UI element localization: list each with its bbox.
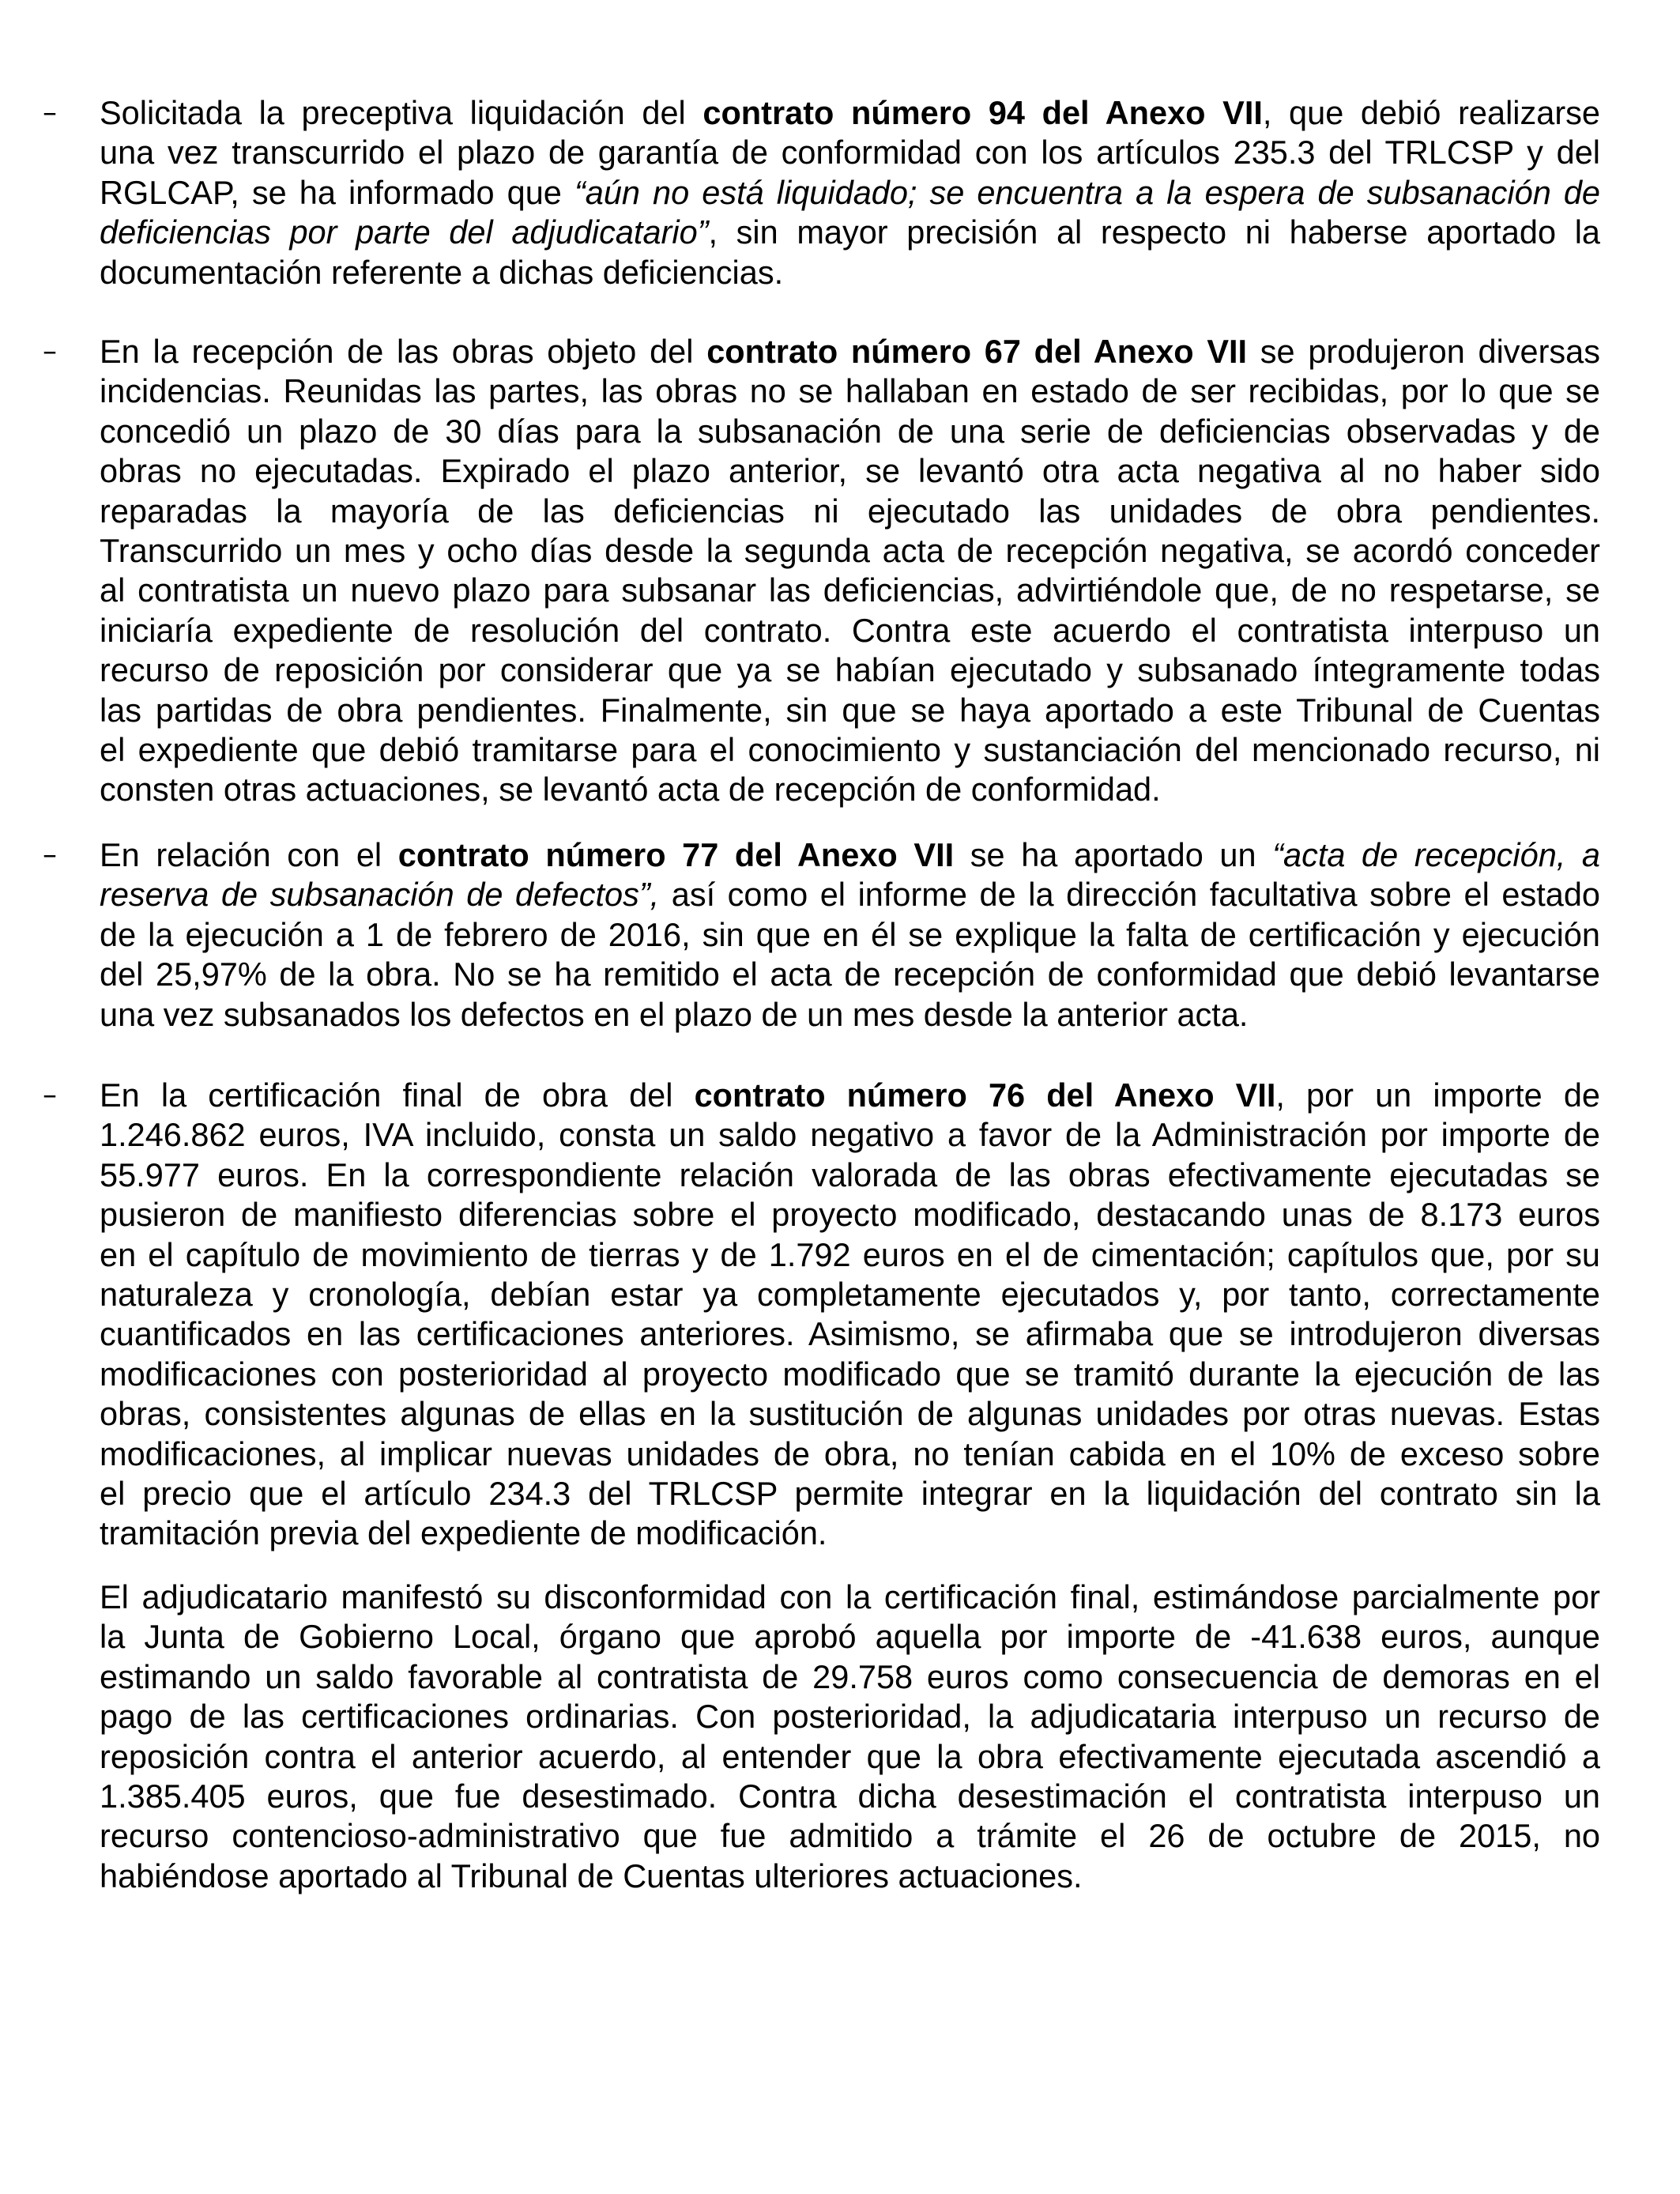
contract-reference: contrato número 67 del Anexo VII [706,333,1248,370]
contract-reference: contrato número 94 del Anexo VII [703,94,1263,131]
dash-bullet-icon: – [43,839,57,871]
text-segment: concedió un plazo de 30 días para la subsanación de una serie de deficiencias observadas y de [100,412,1600,450]
text-line [100,1355,1600,1394]
text-line [100,253,1600,292]
text-segment: estimando un saldo favorable al contratista de 29.758 euros como consecuencia de demoras en el [100,1657,1600,1695]
text-segment: modificaciones con posterioridad al proyecto modificado que se tramitó durante la ejecución de las [100,1355,1600,1393]
text-line [100,691,1600,730]
text-line [100,1617,1600,1657]
text-segment: se produjeron diversas [1247,333,1600,370]
text-segment: al contratista un nuevo plazo para subsanar las deficiencias, advirtiéndole que, de no respetarse, se [100,571,1600,609]
text-segment: incidencias. Reunidas las partes, las obras no se hallaban en estado de ser recibidas, por lo que se [100,372,1600,410]
text-line [100,1076,1600,1115]
text-segment: así como el informe de la dirección facultativa sobre el estado [659,876,1600,914]
text-line [100,133,1600,172]
text-segment: cuantificados en las certificaciones anteriores. Asimismo, se afirmaba que se introdujeron diversas [100,1315,1600,1353]
text-line [100,93,1600,133]
text-segment: recurso de reposición por considerar que ya se habían ejecutado y subsanado íntegramente todas [100,651,1600,689]
text-line [100,571,1600,610]
text-segment: en el capítulo de movimiento de tierras y de 1.792 euros en el de cimentación; capítulos que, por su [100,1235,1600,1273]
text-segment: pusieron de manifiesto diferencias sobre el proyecto modificado, destacando unas de 8.173 euros [100,1196,1600,1234]
text-segment: una vez transcurrido el plazo de garantía de conformidad con los artículos 235.3 del TRLCSP y del [100,134,1600,172]
quoted-text: “aún no está liquidado; se encuentra a la espera de subsanación de [574,173,1600,211]
text-line [100,1394,1600,1434]
text-line [100,955,1600,994]
text-line [100,173,1600,213]
text-segment: el expediente que debió tramitarse para el conocimiento y sustanciación del mencionado recurso, ni [100,730,1600,768]
text-line [100,875,1600,914]
text-segment: El adjudicatario manifestó su disconformidad con la certificación final, estimándose parcialmente por [100,1578,1600,1615]
text-segment: una vez subsanados los defectos en el plazo de un mes desde la anterior acta. [100,995,1249,1033]
text-line [100,1314,1600,1354]
text-segment: reparadas la mayoría de las deficiencias ni ejecutado las unidades de obra pendientes. [100,492,1600,530]
quoted-text: reserva de subsanación de defectos”, [100,876,660,914]
text-segment: Transcurrido un mes y ocho días desde la segunda acta de recepción negativa, se acordó conceder [100,531,1600,569]
text-segment: consten otras actuaciones, se levantó acta de recepción de conformidad. [100,771,1161,809]
text-line [100,1857,1600,1896]
text-segment: 1.385.405 euros, que fue desestimado. Contra dicha desestimación el contratista interpuso un [100,1777,1600,1815]
text-line [100,1657,1600,1697]
text-line [100,451,1600,491]
text-line [100,1434,1600,1474]
dash-bullet-icon: – [43,335,57,368]
text-line [100,371,1600,411]
text-segment: obras, consistentes algunas de ellas en la sustitución de algunas unidades por otras nuevas. Estas [100,1395,1600,1433]
bullet-item-contrato-94 [43,93,1600,292]
text-line [100,730,1600,770]
text-segment: En la recepción de las obras objeto del [100,333,707,370]
text-segment: , sin mayor precisión al respecto ni haberse aportado la [708,213,1600,251]
text-line [100,1195,1600,1235]
text-segment: 1.246.862 euros, IVA incluido, consta un saldo negativo a favor de la Administración por importe de [100,1116,1600,1154]
text-segment: naturaleza y cronología, debían estar ya completamente ejecutados y, por tanto, correctamente [100,1275,1600,1313]
text-line [100,770,1600,809]
text-segment: el precio que el artículo 234.3 del TRLCSP permite integrar en la liquidación del contrato sin la [100,1474,1600,1512]
text-line [100,492,1600,531]
text-segment: se ha aportado un [954,836,1273,873]
text-segment: habiéndose aportado al Tribunal de Cuentas ulteriores actuaciones. [100,1857,1083,1894]
text-line [100,1474,1600,1514]
text-segment: iniciaría expediente de resolución del contrato. Contra este acuerdo el contratista interpuso un [100,611,1600,649]
text-line [100,412,1600,451]
text-segment: de la ejecución a 1 de febrero de 2016, sin que en él se explique la falta de certificación y ejecución [100,915,1600,953]
text-segment: recurso contencioso-administrativo que fue admitido a trámite el 26 de octubre de 2015, no [100,1817,1600,1855]
text-line [100,1514,1600,1553]
quoted-text: deficiencias por parte del adjudicatario” [100,213,709,251]
bullet-item-contrato-67 [43,332,1600,810]
text-line [100,1737,1600,1777]
text-segment: las partidas de obra pendientes. Finalmente, sin que se haya aportado a este Tribunal de Cuentas [100,691,1600,729]
text-segment: , que debió realizarse [1262,94,1600,131]
dash-bullet-icon: – [43,96,57,129]
text-segment: obras no ejecutadas. Expirado el plazo anterior, se levantó otra acta negativa al no haber sido [100,452,1600,490]
text-line [100,650,1600,690]
bullet-item-contrato-76 [43,1076,1600,1554]
text-line [100,1578,1600,1617]
text-line [100,915,1600,955]
text-line [100,1115,1600,1155]
contract-reference: contrato número 76 del Anexo VII [694,1076,1276,1114]
contract-reference: contrato número 77 del Anexo VII [397,836,955,873]
text-line [100,332,1600,371]
paragraph-adjudicatario [100,1578,1600,1896]
text-line [100,835,1600,875]
text-line [100,1235,1600,1275]
text-segment: Solicitada la preceptiva liquidación del [100,94,703,131]
bullet-item-contrato-77 [43,835,1600,1035]
text-segment: la Junta de Gobierno Local, órgano que aprobó aquella por importe de -41.638 euros, aunque [100,1618,1600,1656]
text-segment: En relación con el [100,836,398,873]
text-segment: reposición contra el anterior acuerdo, al entender que la obra efectivamente ejecutada ascendió a [100,1737,1600,1775]
text-line [100,1155,1600,1195]
text-segment: tramitación previa del expediente de modificación. [100,1514,827,1552]
quoted-text: “acta de recepción, a [1272,836,1600,873]
text-line [100,1777,1600,1816]
text-segment: modificaciones, al implicar nuevas unidades de obra, no tenían cabida en el 10% de exceso sobre [100,1434,1600,1472]
text-segment: del 25,97% de la obra. No se ha remitido el acta de recepción de conformidad que debió levantarse [100,956,1600,993]
text-line [100,1816,1600,1856]
text-line [100,213,1600,252]
text-line [100,1697,1600,1736]
text-line [100,1275,1600,1314]
text-segment: 55.977 euros. En la correspondiente relación valorada de las obras efectivamente ejecutadas se [100,1155,1600,1193]
text-segment: pago de las certificaciones ordinarias. Con posterioridad, la adjudicataria interpuso un recurso de [100,1698,1600,1736]
text-line [100,531,1600,571]
dash-bullet-icon: – [43,1079,57,1111]
text-segment: RGLCAP, se ha informado que [100,173,574,211]
text-line [100,611,1600,650]
text-line [100,995,1600,1035]
text-segment: documentación referente a dichas deficiencias. [100,253,784,291]
text-segment: En la certificación final de obra del [100,1076,695,1114]
text-segment: , por un importe de [1275,1076,1600,1114]
